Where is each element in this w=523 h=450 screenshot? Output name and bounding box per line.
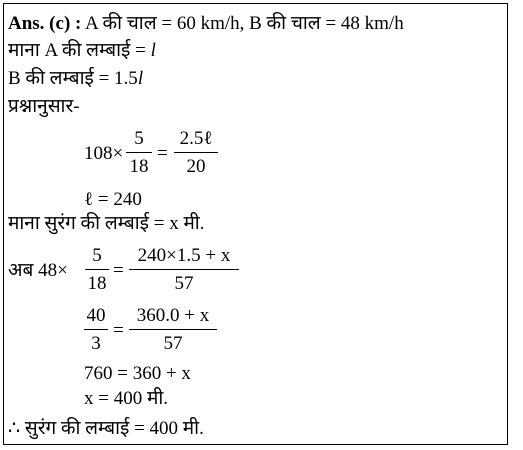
according-to-question: प्रश्नानुसार- [8,96,80,117]
fraction-bar [129,329,217,330]
eq1-frac1-den: 18 [129,156,149,177]
speed-statement: A की चाल = 60 km/h, B की चाल = 48 km/h [81,13,404,34]
fraction-bar [84,329,108,330]
eq4-frac2-num: 360.0 + x [136,305,210,326]
eq4-frac1-den: 3 [91,333,101,354]
eq4-equals: = [113,320,124,341]
eq3-frac2-num: 240×1.5 + x [137,245,231,266]
eq5: 760 = 360 + x [84,363,191,384]
eq3-frac2-den: 57 [174,273,194,294]
eq1-equals: = [157,143,168,164]
eq3-frac1-den: 18 [87,273,107,294]
eq4-frac2-den: 57 [163,333,183,354]
therefore-symbol: ∴ [8,418,21,439]
length-b-text: B की लम्बाई = 1.5 [8,68,138,89]
fraction-bar [129,269,239,270]
length-a-line [8,40,156,62]
eq4-fraction-2 [129,305,217,355]
tunnel-length-assume: माना सुरंग की लम्बाई = x मी. [8,213,205,234]
eq1-frac1-num: 5 [134,128,144,149]
length-a-text: माना A की लम्बाई = [8,40,151,61]
eq1-fraction-2 [174,128,218,178]
fraction-bar [85,269,109,270]
final-answer [8,418,204,440]
eq4-fraction-1 [84,305,108,355]
eq1-frac2-num: 2.5ℓ [179,128,213,149]
eq3-prefix: अब 48× [8,260,68,281]
eq6: x = 400 मी. [84,388,168,409]
eq3-equals: = [113,260,124,281]
eq2-result: ℓ = 240 [84,189,142,210]
eq3-frac1-num: 5 [92,245,102,266]
eq1-frac2-den: 20 [186,156,206,177]
length-a-var: l [150,40,156,61]
final-answer-text: सुरंग की लम्बाई = 400 मी. [20,418,204,439]
eq1-lhs: 108× [84,143,124,164]
eq4-frac1-num: 40 [86,305,106,326]
length-b-line [8,68,143,90]
answer-label: Ans. (c) : [8,13,82,34]
eq3-fraction-1 [85,245,109,295]
fraction-bar [126,152,152,153]
fraction-bar [174,152,218,153]
eq1-fraction-1 [126,128,152,178]
answer-line [8,13,404,35]
length-b-var: l [137,68,144,89]
eq3-fraction-2 [129,245,239,295]
